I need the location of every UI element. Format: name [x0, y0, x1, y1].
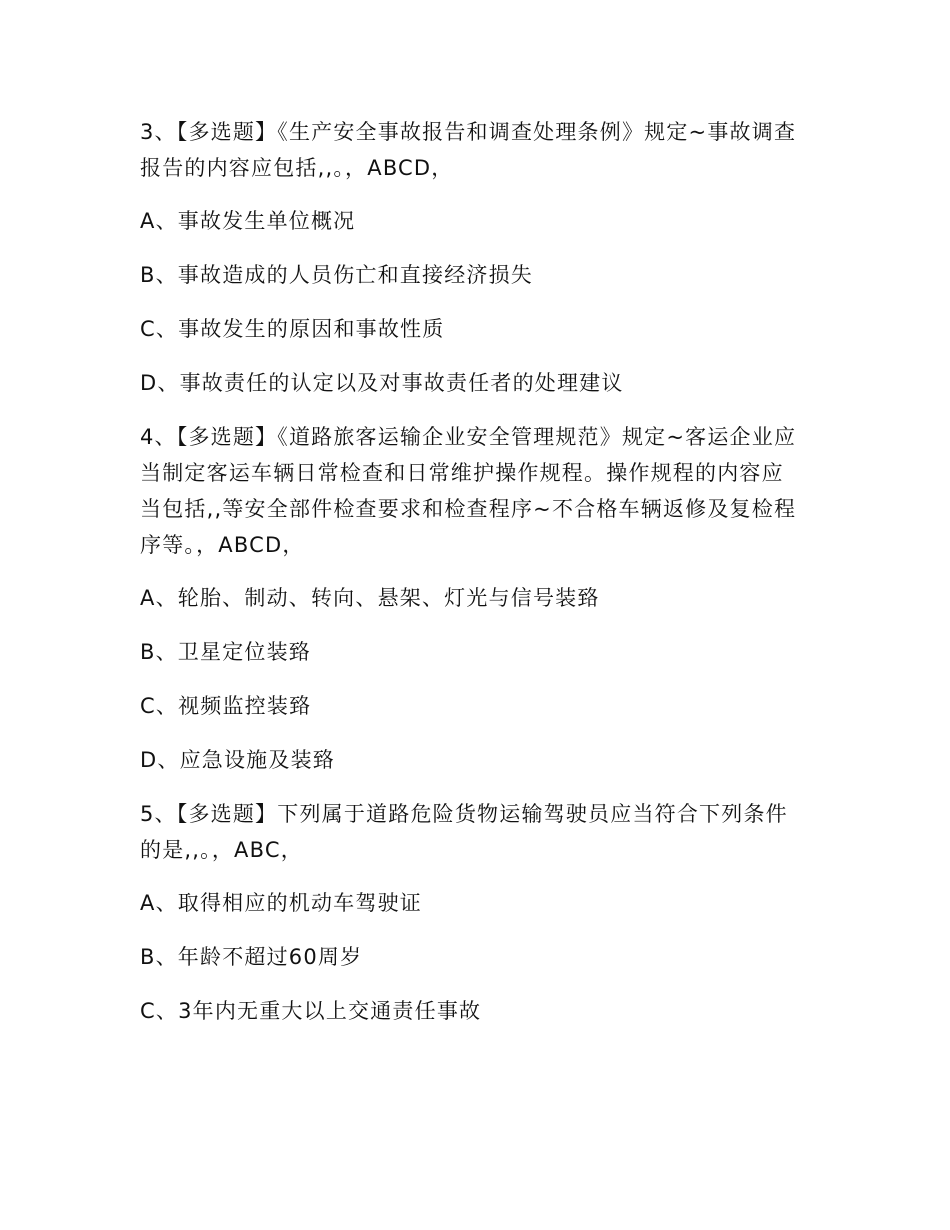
option-a: A、事故发生单位概况: [140, 209, 356, 233]
option-d: D、应急设施及装臵: [140, 748, 335, 772]
question-block-4: [140, 419, 805, 778]
option-d: D、事故责任的认定以及对事故责任者的处理建议: [140, 371, 624, 395]
option-c: C、事故发生的原因和事故性质: [140, 317, 445, 341]
question-stem: 4、【多选题】《道路旅客运输企业安全管理规范》规定~客运企业应当制定客运车辆日常检查和日常维护操作规程。操作规程的内容应当包括,,等安全部件检查要求和检查程序~不合格车辆返修及复检程序等。，ABCD，: [140, 425, 797, 557]
option-c: C、3年内无重大以上交通责任事故: [140, 999, 482, 1023]
option-a: A、取得相应的机动车驾驶证: [140, 891, 422, 915]
question-stem: 5、【多选题】下列属于道路危险货物运输驾驶员应当符合下列条件的是,,。，ABC，: [140, 802, 788, 862]
option-b: B、年龄不超过60周岁: [140, 945, 363, 969]
document-page: [140, 114, 805, 1047]
question-block-3: [140, 114, 805, 401]
option-a: A、轮胎、制动、转向、悬架、灯光与信号装臵: [140, 586, 600, 610]
option-c: C、视频监控装臵: [140, 694, 312, 718]
option-b: B、事故造成的人员伤亡和直接经济损失: [140, 263, 534, 287]
question-block-5: [140, 796, 805, 1029]
option-b: B、卫星定位装臵: [140, 640, 312, 664]
question-stem: 3、【多选题】《生产安全事故报告和调查处理条例》规定~事故调查报告的内容应包括,,。，ABCD，: [140, 120, 797, 180]
